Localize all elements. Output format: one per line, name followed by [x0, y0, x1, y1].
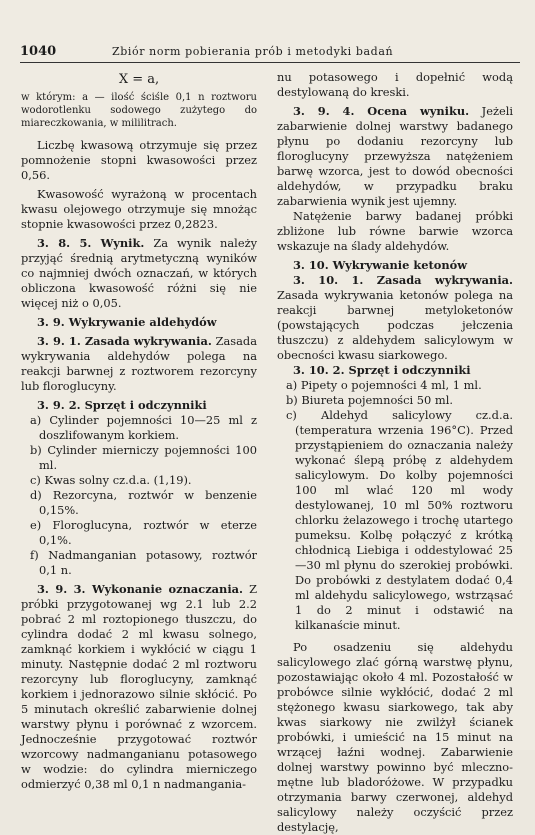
formula: X = a, — [118, 72, 160, 87]
list-item: a) Pipety o pojemności 4 ml, 1 ml. — [286, 378, 482, 392]
running-title: Zbiór norm pobierania prób i metodyki badań — [112, 45, 394, 58]
section-3-10-2-heading: 3. 10. 2. Sprzęt i odczynniki — [293, 363, 471, 377]
section-3-8-5 — [21, 236, 257, 311]
paragraph-continued: nu potasowego i dopełnić wodą destylowaną do kreski. — [277, 70, 513, 99]
page-number: 1040 — [20, 44, 57, 59]
paragraph: Natężenie barwy badanej próbki zbliżone lub równe barwie wzorca wskazuje na ślady aldehydów. — [277, 209, 513, 253]
list-item: a) Cylinder pojemności 10—25 ml z doszlifowanym korkiem. — [30, 413, 257, 442]
section-text: Zasada wykrywania aldehydów polega na reakcji barwnej z roztworem rezorcyny lub floroglucyny. — [21, 334, 257, 393]
page-header — [20, 42, 520, 63]
section-3-9-1 — [21, 334, 257, 394]
section-heading: 3. 9. 1. Zasada wykrywania. — [37, 334, 212, 348]
paragraph: Liczbę kwasową otrzymuje się przez pomnożenie stopni kwasowości przez 0,56. — [21, 138, 257, 182]
right-column — [277, 70, 513, 835]
paragraph: Po osadzeniu się aldehydu salicylowego zlać górną warstwę płynu, pozostawiając około 4 ml. Pozostałość w probówce silnie wykłócić, dodać 2 ml stężonego kwasu siarkowego, tak aby kwas siarkowy nie zwilżył ścianek probówki, i umieścić na 15 minut na wrzącej łaźni wodnej. Zabarwienie dolnej warstwy powinno być mleczno-mętne lub bladoróżowe. W przypadku otrzymania barwy czerwonej, aldehyd salicylowy należy oczyścić przez destylację, — [277, 640, 513, 834]
section-text: Za wynik należy przyjąć średnią arytmetyczną wyników co najmniej dwóch oznaczań, w których obliczona kwasowość różni się nie więcej niż o 0,05. — [21, 236, 258, 310]
section-heading: 3. 9. 4. Ocena wyniku. — [293, 104, 470, 118]
list-item: c) Aldehyd salicylowy cz.d.a. (temperatura wrzenia 196°C). Przed przystąpieniem do oznaczania należy wykonać ślepą próbę z aldehydem salicylowym. Do kolby pojemności 100 ml wlać 120 ml wody destylowanej, 10 ml 50% roztworu chlorku żelazowego i trochę utartego pumeksu. Kolbę połączyć z krótką chłodnicą Liebiga i oddestylować 25—30 ml płynu do szerokiej probówki. Do probówki z destylatem dodać 0,4 ml aldehydu salicylowego, wstrząsać 1 do 2 minut i odstawić na kilkanaście minut. — [286, 408, 513, 632]
section-text: Z próbki przygotowanej wg 2.1 lub 2.2 pobrać 2 ml roztopionego tłuszczu, do cylindra dodać 2 ml kwasu solnego, zamknąć korkiem i wykłócić w ciągu 1 minuty. Następnie dodać 2 ml roztworu rezorcyny lub floroglucyny, zamknąć korkiem i jednorazowo silnie skłócić. Po 5 minutach określić zabarwienie dolnej warstwy płynu i porównać z wzorcem. Jednocześnie przygotować roztwór wzorcowy nadmanganianu potasowego w wodzie: do cylindra mierniczego odmierzyć 0,38 ml 0,1 n nadmangania- — [21, 582, 257, 791]
left-column — [21, 70, 257, 792]
section-3-9-2-heading: 3. 9. 2. Sprzęt i odczynniki — [37, 398, 207, 412]
paragraph: Kwasowość wyrażoną w procentach kwasu olejowego otrzymuje się mnożąc stopnie kwasowości przez 0,2823. — [21, 187, 257, 231]
list-item: b) Biureta pojemności 50 ml. — [286, 393, 453, 407]
section-heading: 3. 10. 1. Zasada wykrywania. — [293, 273, 513, 287]
section-heading: 3. 8. 5. Wynik. — [37, 236, 145, 250]
section-3-9-heading: 3. 9. Wykrywanie aldehydów — [37, 315, 217, 329]
section-3-9-4 — [277, 104, 513, 209]
section-text: Zasada wykrywania ketonów polega na reakcji barwnej metyloketonów (powstających podczas jełczenia tłuszczu) z aldehydem salicylowym w obecności kwasu siarkowego. — [277, 288, 513, 362]
section-3-9-3 — [21, 582, 257, 792]
formula-definitions: w którym: a — ilość ściśle 0,1 n roztworu wodorotlenku sodowego zużytego do miareczkowania, w mililitrach. — [21, 92, 257, 129]
list-item: c) Kwas solny cz.d.a. (1,19). — [30, 473, 192, 487]
section-text: Jeżeli zabarwienie dolnej warstwy badanego płynu po dodaniu rezorcyny lub floroglucyny przewyższa natężeniem barwę wzorca, jest to dowód obecności aldehydów, w przypadku braku zabarwienia wynik jest ujemny. — [277, 104, 513, 208]
list-item: d) Rezorcyna, roztwór w benzenie 0,15%. — [30, 488, 257, 517]
section-3-10-1 — [277, 273, 513, 363]
section-3-10-heading: 3. 10. Wykrywanie ketonów — [293, 258, 468, 272]
section-heading: 3. 9. 3. Wykonanie oznaczania. — [37, 582, 243, 596]
list-item: f) Nadmanganian potasowy, roztwór 0,1 n. — [30, 548, 257, 577]
list-item: e) Floroglucyna, roztwór w eterze 0,1%. — [30, 518, 257, 547]
list-item: b) Cylinder mierniczy pojemności 100 ml. — [30, 443, 257, 472]
